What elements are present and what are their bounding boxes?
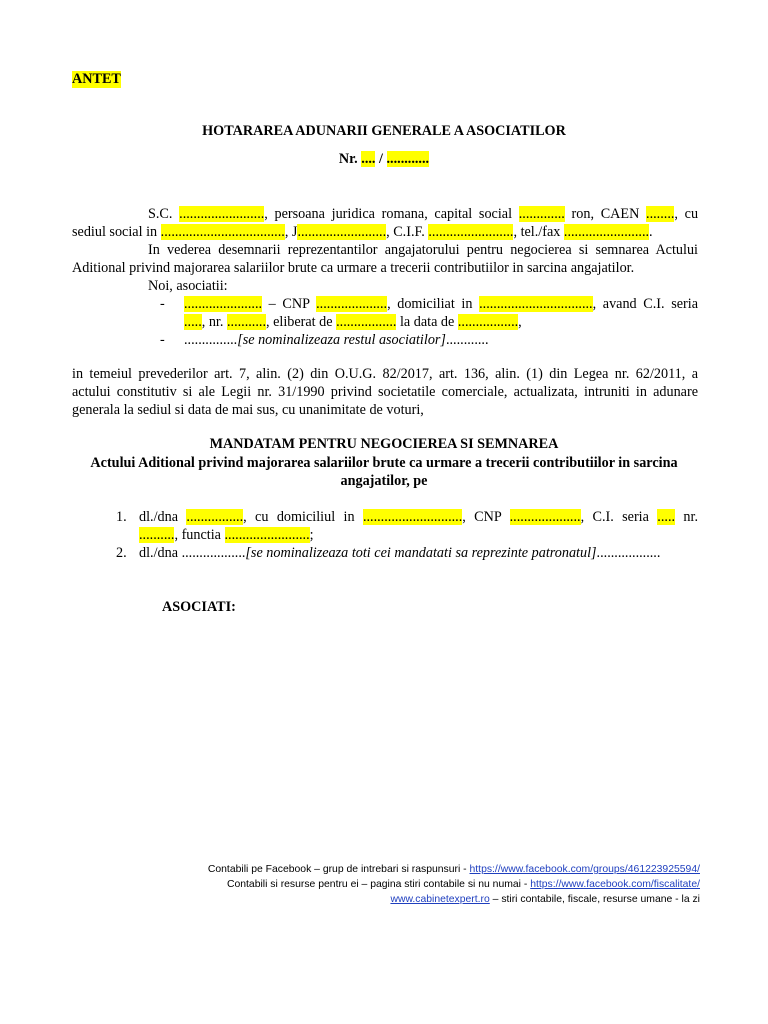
- nr-label: Nr.: [338, 151, 358, 167]
- cif-blank: ........................: [428, 224, 514, 240]
- nr-blank: ....: [361, 151, 376, 167]
- facebook-group-link[interactable]: https://www.facebook.com/groups/461223925594/: [469, 864, 700, 875]
- footer-line-3: www.cabinetexpert.ro – stiri contabile, fiscale, resurse umane - la zi: [390, 894, 700, 905]
- associate-line-2: ....., nr. ..........., eliberat de ................. la data de .................,: [184, 314, 522, 330]
- associates-intro: Noi, asociatii:: [148, 278, 228, 294]
- document-title: HOTARAREA ADUNARII GENERALE A ASOCIATILOR: [202, 123, 566, 139]
- issued-by-blank: .................: [336, 314, 397, 330]
- bullet-dash: -: [160, 296, 165, 312]
- mandatary-ci-series-blank: .....: [657, 509, 676, 525]
- mandatary-ci-number-blank: ..........: [139, 527, 175, 543]
- footer-line-1: Contabili pe Facebook – grup de intrebari si raspunsuri - https://www.facebook.com/groups/461223925594/: [207, 864, 700, 875]
- ci-series-blank: .....: [184, 314, 202, 330]
- bullet-dash: -: [160, 332, 165, 348]
- list-number: 1.: [116, 509, 127, 525]
- associate-line-1: ...................... – CNP ...................., domiciliat in ................................, avand C.I. seria: [184, 296, 698, 312]
- legal-line-1: in temeiul prevederilor art. 7, alin. (2) din O.U.G. 82/2017, art. 136, alin. (1) din Legea nr. 62/2011, a: [72, 366, 698, 382]
- company-name-blank: ........................: [179, 206, 265, 222]
- issue-date-blank: .................: [457, 314, 519, 330]
- capital-blank: .............: [518, 206, 565, 222]
- mandate-subheading-2: angajatilor, pe: [340, 473, 428, 489]
- company-line-1: S.C. ........................, persoana juridica romana, capital social ............. ron, CAEN ........, cu: [148, 206, 699, 222]
- mandate-subheading-1: Actului Aditional privind majorarea salariilor brute ca urmare a trecerii contributiilor in sarcina: [90, 455, 678, 471]
- associate-rest-line: ...............[se nominalizeaza restul asociatilor]............: [184, 332, 489, 348]
- list-number: 2.: [116, 545, 127, 561]
- nr-date-blank: ............: [386, 151, 430, 167]
- purpose-line-2: Aditional privind majorarea salariilor brute ca urmare a trecerii contributiilor in sarcina angajatilor.: [72, 260, 635, 276]
- associates-signature-label: ASOCIATI:: [162, 599, 236, 615]
- nr-separator: /: [379, 151, 383, 167]
- mandatary-name-blank: ................: [186, 509, 244, 525]
- legal-line-2: actului constitutiv si ale Legii nr. 31/1990 privind societatile comerciale, actualizata, intruniti in adunare: [72, 384, 698, 400]
- antet-header: ANTET: [72, 71, 121, 87]
- address-blank: ...................................: [160, 224, 285, 240]
- mandatary-address-blank: ............................: [362, 509, 463, 525]
- j-number-blank: .........................: [297, 224, 387, 240]
- associate-cnp-blank: ....................: [316, 296, 388, 312]
- document-number: [0, 151, 768, 168]
- mandatary-cnp-blank: ....................: [509, 509, 581, 525]
- company-line-2: sediul social in ..................................., J........................., C.I.F. ........................, tel./fax .........................: [72, 224, 653, 240]
- associate-name-blank: ......................: [184, 296, 263, 312]
- mandatary-line-3: dl./dna ..................[se nominalizeaza toti cei mandatati sa reprezinte patronatul]..................: [139, 545, 661, 561]
- caen-blank: ........: [646, 206, 675, 222]
- mandatary-line-2: .........., functia ........................;: [139, 527, 314, 543]
- website-link[interactable]: www.cabinetexpert.ro: [390, 894, 490, 905]
- legal-line-3: generala la sediul si data de mai sus, cu unanimitate de voturi,: [72, 402, 424, 418]
- mandatary-function-blank: ........................: [224, 527, 310, 543]
- mandatary-line-1: dl./dna ................, cu domiciliul in ............................, CNP ...................., C.I. seria ..... nr.: [139, 509, 698, 525]
- ci-number-blank: ...........: [226, 314, 266, 330]
- footer-line-2: Contabili si resurse pentru ei – pagina stiri contabile si nu numai - https://www.facebook.com/fiscalitate/: [226, 879, 700, 890]
- facebook-page-link[interactable]: https://www.facebook.com/fiscalitate/: [530, 879, 700, 890]
- phone-blank: ........................: [563, 224, 650, 240]
- mandate-heading: MANDATAM PENTRU NEGOCIEREA SI SEMNAREA: [209, 436, 559, 452]
- purpose-line-1: In vederea desemnarii reprezentantilor angajatorului pentru negocierea si semnarea Actului: [148, 242, 698, 258]
- associate-address-blank: ................................: [479, 296, 593, 312]
